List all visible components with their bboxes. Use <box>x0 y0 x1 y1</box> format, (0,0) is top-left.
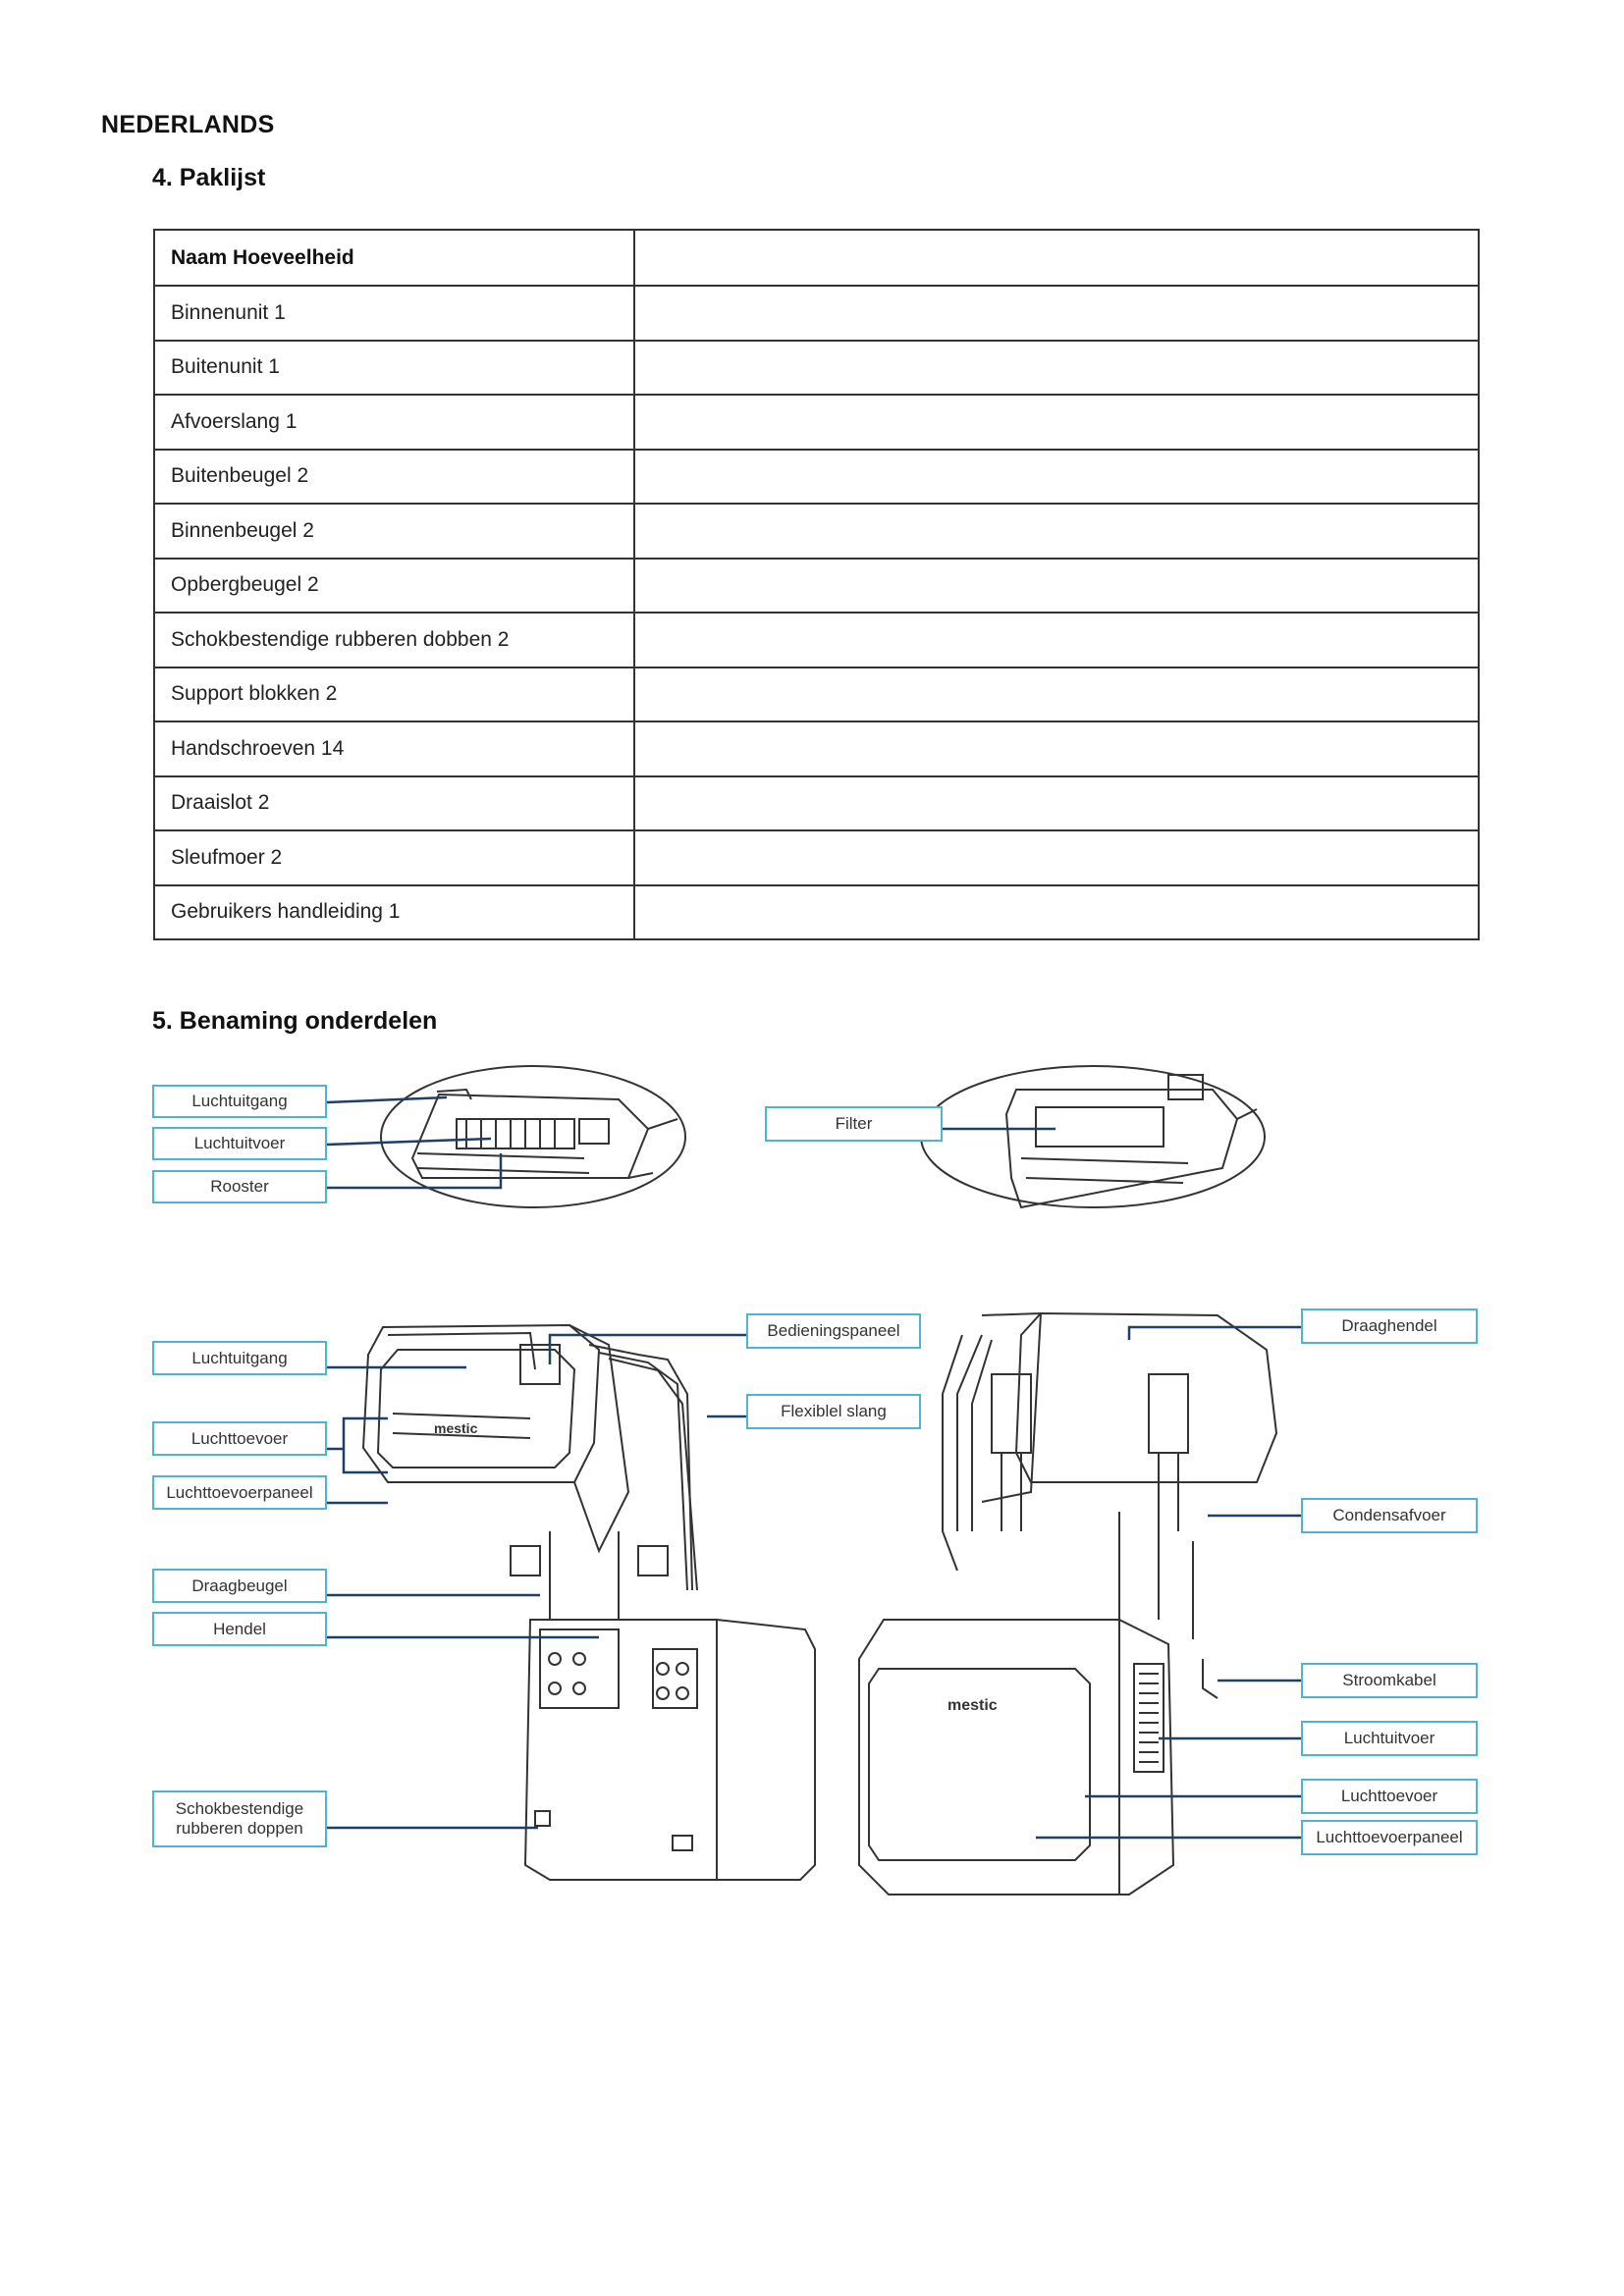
table-row <box>154 830 1479 885</box>
table-row <box>154 286 1479 341</box>
table-empty-cell <box>634 230 1479 286</box>
table-row <box>154 885 1479 940</box>
table-empty-cell <box>634 286 1479 341</box>
table-cell: Buitenunit 1 <box>154 341 634 396</box>
brand-mark-right: mestic <box>947 1697 998 1714</box>
table-row <box>154 667 1479 722</box>
table-row <box>154 341 1479 396</box>
label-rooster: Rooster <box>152 1170 327 1203</box>
table-empty-cell <box>634 776 1479 831</box>
table-empty-cell <box>634 341 1479 396</box>
table-row <box>154 559 1479 614</box>
table-empty-cell <box>634 395 1479 450</box>
table-cell: Buitenbeugel 2 <box>154 450 634 505</box>
label-flexibel-slang: Flexiblel slang <box>746 1394 921 1429</box>
label-luchttoevoer-right: Luchttoevoer <box>1301 1779 1478 1814</box>
table-cell: Binnenunit 1 <box>154 286 634 341</box>
label-luchtuitvoer-top: Luchtuitvoer <box>152 1127 327 1160</box>
label-schokbestendige-doppen: Schokbestendige rubberen doppen <box>152 1790 327 1847</box>
table-header-cell: Naam Hoeveelheid <box>154 230 634 286</box>
label-luchtuitgang-top: Luchtuitgang <box>152 1085 327 1118</box>
table-row <box>154 450 1479 505</box>
label-filter: Filter <box>765 1106 943 1142</box>
table-row <box>154 776 1479 831</box>
table-cell: Opbergbeugel 2 <box>154 559 634 614</box>
label-stroomkabel: Stroomkabel <box>1301 1663 1478 1698</box>
table-empty-cell <box>634 885 1479 940</box>
label-condensafvoer: Condensafvoer <box>1301 1498 1478 1533</box>
table-cell: Gebruikers handleiding 1 <box>154 885 634 940</box>
table-empty-cell <box>634 504 1479 559</box>
table-empty-cell <box>634 559 1479 614</box>
table-row <box>154 613 1479 667</box>
label-draaghendel: Draaghendel <box>1301 1308 1478 1344</box>
outdoor-unit-left <box>525 1620 815 1880</box>
parts-title: 5. Benaming onderdelen <box>152 1007 438 1035</box>
table-cell: Afvoerslang 1 <box>154 395 634 450</box>
table-cell: Sleufmoer 2 <box>154 830 634 885</box>
table-cell: Binnenbeugel 2 <box>154 504 634 559</box>
label-luchttoevoerpaneel-left: Luchttoevoerpaneel <box>152 1475 327 1510</box>
label-luchtuitvoer-right: Luchtuitvoer <box>1301 1721 1478 1756</box>
table-cell: Schokbestendige rubberen dobben 2 <box>154 613 634 667</box>
table-empty-cell <box>634 450 1479 505</box>
packing-list-title: 4. Paklijst <box>152 164 266 191</box>
detail-ellipse-left <box>381 1066 685 1207</box>
table-empty-cell <box>634 667 1479 722</box>
table-empty-cell <box>634 613 1479 667</box>
label-luchttoevoer-left: Luchttoevoer <box>152 1421 327 1456</box>
label-bedieningspaneel: Bedieningspaneel <box>746 1313 921 1349</box>
table-empty-cell <box>634 830 1479 885</box>
brand-mark-left: mestic <box>434 1420 478 1436</box>
table-row <box>154 395 1479 450</box>
table-row <box>154 504 1479 559</box>
label-hendel: Hendel <box>152 1612 327 1646</box>
diagram-line-art <box>363 1066 1276 1895</box>
label-luchtuitgang: Luchtuitgang <box>152 1341 327 1375</box>
table-cell: Draaislot 2 <box>154 776 634 831</box>
table-row <box>154 721 1479 776</box>
label-luchttoevoerpaneel-right: Luchttoevoerpaneel <box>1301 1820 1478 1855</box>
language-header: NEDERLANDS <box>101 111 275 138</box>
packing-list-table <box>153 229 1480 940</box>
table-cell: Support blokken 2 <box>154 667 634 722</box>
detail-ellipse-right <box>921 1066 1265 1207</box>
label-draagbeugel: Draagbeugel <box>152 1569 327 1603</box>
indoor-unit-rear <box>1016 1313 1276 1482</box>
outdoor-unit-right <box>859 1620 1173 1895</box>
table-cell: Handschroeven 14 <box>154 721 634 776</box>
table-header-row <box>154 230 1479 286</box>
table-empty-cell <box>634 721 1479 776</box>
